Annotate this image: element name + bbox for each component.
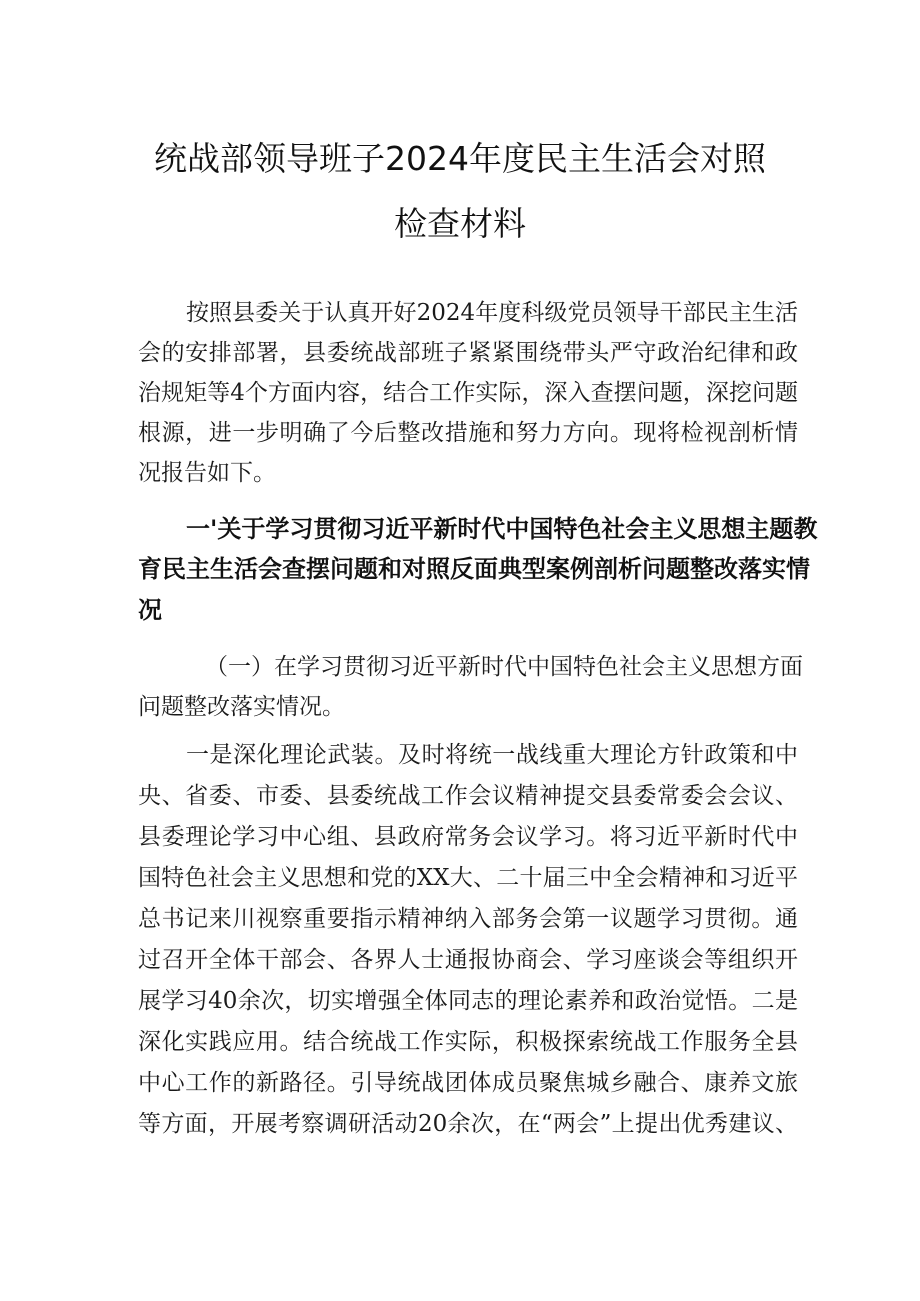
- intro-line: 治规矩等4个方面内容，结合工作实际，深入查摆问题，深挖问题: [138, 380, 798, 406]
- section-heading-line: 一'关于学习贯彻习近平新时代中国特色社会主义思想主题教: [186, 515, 818, 543]
- body-line: 国特色社会主义思想和党的XX大、二十届三中全会精神和习近平: [138, 865, 798, 891]
- intro-line: 按照县委关于认真开好2024年度科级党员领导干部民主生活: [186, 300, 798, 326]
- intro-line: 况报告如下。: [138, 460, 276, 486]
- body-line: 过召开全体干部会、各界人士通报协商会、学习座谈会等组织开: [138, 947, 798, 973]
- body-line: 展学习40余次，切实增强全体同志的理论素养和政治觉悟。二是: [138, 988, 798, 1014]
- body-line: 总书记来川视察重要指示精神纳入部务会第一议题学习贯彻。通: [138, 906, 798, 932]
- intro-line: 会的安排部署，县委统战部班子紧紧围绕带头严守政治纪律和政: [138, 340, 798, 366]
- subsection-heading-line: （一）在学习贯彻习近平新时代中国特色社会主义思想方面: [205, 654, 803, 680]
- body-line: 中心工作的新路径。引导统战团体成员聚焦城乡融合、康养文旅: [138, 1070, 798, 1096]
- body-line: 等方面，开展考察调研活动20余次，在“两会”上提出优秀建议、: [138, 1111, 798, 1137]
- intro-line: 根源，进一步明确了今后整改措施和努力方向。现将检视剖析情: [138, 420, 798, 446]
- section-heading-line: 况: [138, 596, 162, 624]
- body-line: 一是深化理论武装。及时将统一战线重大理论方针政策和中: [186, 742, 798, 768]
- body-line: 县委理论学习中心组、县政府常务会议学习。将习近平新时代中: [138, 824, 798, 850]
- document-title-line-1: 统战部领导班子2024年度民主生活会对照: [154, 139, 766, 178]
- section-heading-line: 育民主生活会查摆问题和对照反面典型案例剖析问题整改落实情: [138, 555, 810, 583]
- document-title-line-2: 检查材料: [394, 204, 526, 243]
- subsection-heading-line: 问题整改落实情况。: [138, 694, 345, 720]
- body-line: 深化实践应用。结合统战工作实际，积极探索统战工作服务全县: [138, 1029, 798, 1055]
- body-line: 央、省委、市委、县委统战工作会议精神提交县委常委会会议、: [138, 783, 798, 809]
